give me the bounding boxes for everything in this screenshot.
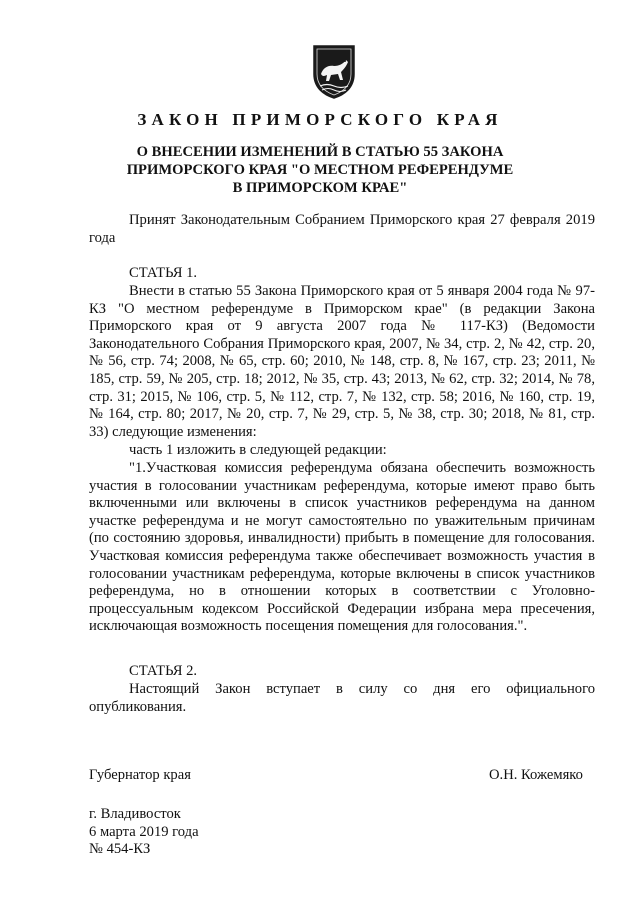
signatory-position: Губернатор края [89, 767, 191, 783]
article-1-heading: СТАТЬЯ 1. [129, 265, 198, 281]
article-2-heading: СТАТЬЯ 2. [129, 663, 198, 679]
article-1-quote: "1.Участковая комиссия референдума обязана обеспечить возможность участия в голосовании участникам референдума, которые имеют право быть включенными или включены в список участников референдума на данном участке референдума и не могут самостоятельно по уважительным причинам (по состоянию здоровья, инвалидности) прибыть в помещение для голосования. Участковая комиссия референдума также обеспечивает возможность участия в голосовании участникам референдума, которые включены в список участников референдума, но в отношении которых в соответствии с Уголовно-процессуальным кодексом Российской Федерации избрана мера пресечения, исключающая возможность посещения помещения для голосования.". [89, 460, 595, 635]
signing-details [89, 806, 199, 859]
signing-date: 6 марта 2019 года [89, 823, 199, 840]
signatory-name: О.Н. Кожемяко [489, 767, 583, 783]
law-number: № 454-КЗ [89, 841, 151, 858]
article-1-part: часть 1 изложить в следующей редакции: [129, 442, 387, 458]
subtitle-line: О ВНЕСЕНИИ ИЗМЕНЕНИЙ В СТАТЬЮ 55 ЗАКОНА [136, 144, 504, 160]
subtitle-line: В ПРИМОРСКОМ КРАЕ" [232, 180, 408, 196]
primorsky-krai-coat-of-arms-icon [312, 44, 356, 100]
article-1-intro: Внести в статью 55 Закона Приморского края от 5 января 2004 года № 97-КЗ "О местном референдуме в Приморском крае" (в редакции Закона Приморского края от 9 августа 2007 года № 117-КЗ) (Ведомости Законодательного Собрания Приморского края, 2007, № 34, стр. 2, № 42, стр. 20, № 56, стр. 74; 2008, № 65, стр. 60; 2010, № 148, стр. 8, № 167, стр. 23; 2011, № 185, стр. 59, № 205, стр. 18; 2012, № 35, стр. 43; 2013, № 62, стр. 32; 2014, № 78, стр. 31; 2015, № 106, стр. 5, № 112, стр. 7, № 132, стр. 58; 2016, № 160, стр. 19, № 164, стр. 80; 2017, № 20, стр. 7, № 29, стр. 5, № 38, стр. 30; 2018, № 81, стр. 33) следующие изменения: [89, 283, 595, 440]
article-2-text: Настоящий Закон вступает в силу со дня его официального опубликования. [89, 681, 595, 715]
law-subtitle [100, 143, 540, 197]
adoption-statement: Принят Законодательным Собранием Приморского края 27 февраля 2019 года [89, 212, 595, 246]
signing-city: г. Владивосток [89, 806, 181, 822]
law-title: ЗАКОН ПРИМОРСКОГО КРАЯ [137, 110, 503, 129]
subtitle-line: ПРИМОРСКОГО КРАЯ "О МЕСТНОМ РЕФЕРЕНДУМЕ [126, 162, 514, 178]
